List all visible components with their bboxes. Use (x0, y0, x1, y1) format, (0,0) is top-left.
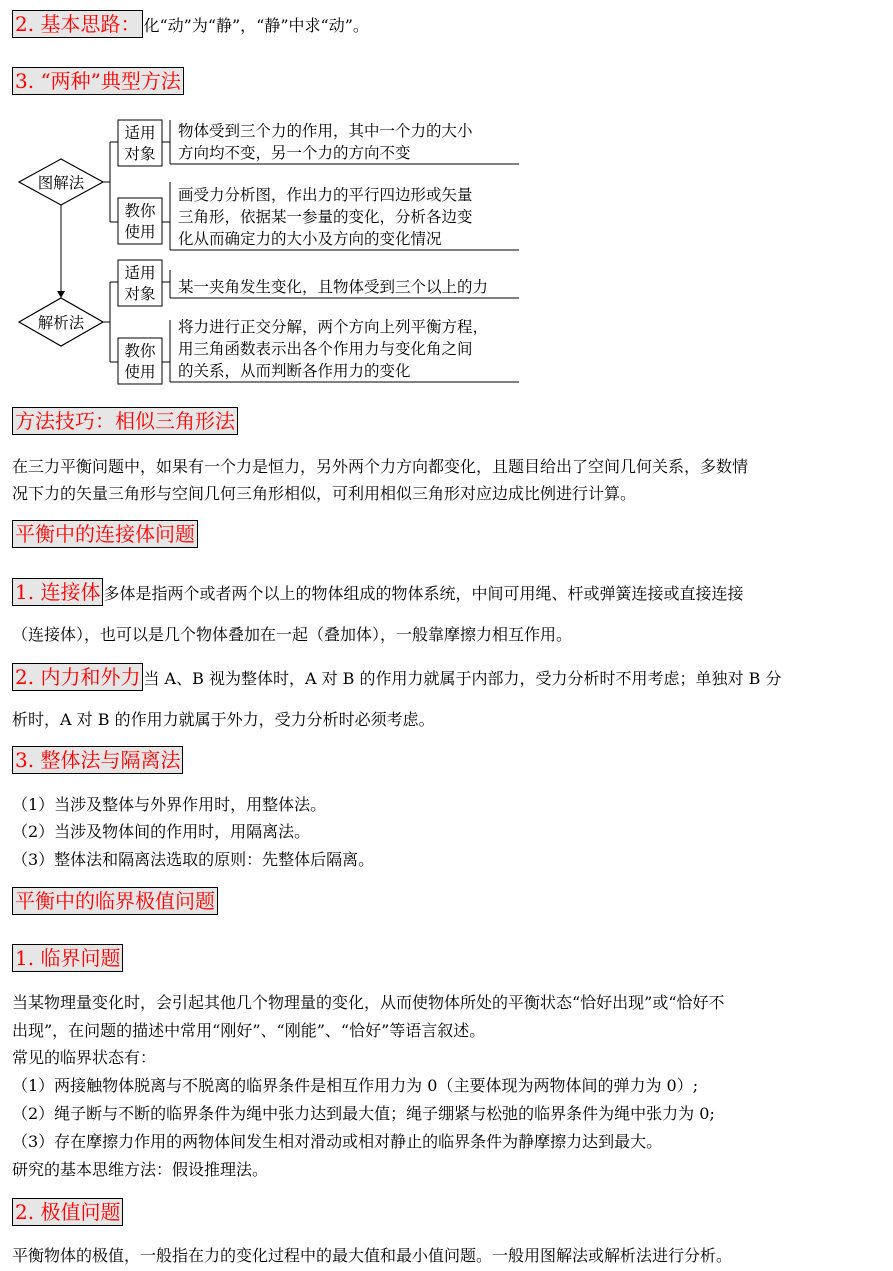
applicable-label-bottom: 适用 (124, 264, 156, 282)
connected-p1-line1: 多体是指两个或者两个以上的物体组成的物体系统，中间可用绳、杆或弹簧连接或直接连接 (103, 584, 744, 603)
connected-p2-line2: 析时，A 对 B 的作用力就属于外力，受力分析时必须考虑。 (12, 710, 435, 729)
graphic-use-line1: 画受力分析图，作出力的平行四边形或矢量 (178, 186, 473, 204)
graphic-apply-line1: 物体受到三个力的作用，其中一个力的大小 (178, 122, 473, 140)
teach-label-top: 教你 (124, 202, 156, 220)
analytic-method-label: 解析法 (37, 314, 85, 332)
tips-line-1: 在三力平衡问题中，如果有一个力是恒力，另外两个力方向都变化，且题目给出了空间几何关系，多数情 (12, 457, 749, 476)
extreme-heading: 2. 极值问题 (12, 1198, 123, 1226)
connected-p3-item-3: （3）整体法和隔离法选取的原则：先整体后隔离。 (12, 850, 375, 869)
teach-label-bottom: 教你 (124, 342, 156, 360)
graphic-use-line2: 三角形，依据某一参量的变化，分析各边变 (178, 208, 473, 226)
extreme-line: 平衡物体的极值，一般指在力的变化过程中的最大值和最小值问题。一般用图解法或解析法进行分析。 (12, 1246, 733, 1265)
graphic-apply-line2: 方向均不变，另一个力的方向不变 (178, 144, 411, 162)
tips-heading: 方法技巧：相似三角形法 (12, 407, 238, 435)
critical-line-2: 出现”，在问题的描述中常用“刚好”、“刚能”、“恰好”等语言叙述。 (12, 1021, 486, 1040)
critical-line-1: 当某物理量变化时，会引起其他几个物理量的变化，从而使物体所处的平衡状态“恰好出现”或“恰好不 (12, 993, 725, 1012)
critical-line-7: 研究的基本思维方法：假设推理法。 (12, 1160, 269, 1179)
use-label-top: 使用 (124, 223, 156, 241)
basic-idea-text: 化“动”为“静”，“静”中求“动”。 (143, 16, 369, 35)
connected-p3-item-2: （2）当涉及物体间的作用时，用隔离法。 (12, 822, 311, 841)
connected-p1-row (12, 578, 743, 606)
object-label-bottom: 对象 (124, 285, 156, 303)
analytic-apply-line1: 某一夹角发生变化，且物体受到三个以上的力 (178, 278, 489, 296)
basic-idea-row (12, 10, 369, 38)
connected-p2-line1: 当 A、B 视为整体时，A 对 B 的作用力就属于内部力，受力分析时不用考虑；单独对 B 分 (143, 669, 782, 688)
critical-line-4: （1）两接触物体脱离与不脱离的临界条件是相互作用力为 0（主要体现为两物体间的弹力为 0）; (12, 1076, 699, 1095)
graphic-use-line3: 化从而确定力的大小及方向的变化情况 (178, 230, 442, 248)
connected-p2-heading: 2. 内力和外力 (12, 663, 143, 691)
applicable-label-top: 适用 (124, 124, 156, 142)
object-label-top: 对象 (124, 145, 156, 163)
graphic-method-label: 图解法 (37, 174, 85, 192)
two-methods-heading: 3. “两种”典型方法 (12, 67, 184, 95)
analytic-use-line1: 将力进行正交分解，两个方向上列平衡方程， (178, 318, 489, 336)
use-label-bottom: 使用 (124, 363, 156, 381)
connected-p1-line2: （连接体），也可以是几个物体叠加在一起（叠加体），一般靠摩擦力相互作用。 (12, 625, 573, 644)
methods-diagram (14, 112, 524, 387)
tips-line-2: 况下力的矢量三角形与空间几何三角形相似，可利用相似三角形对应边成比例进行计算。 (12, 484, 637, 503)
connected-p2-row (12, 663, 781, 691)
critical-line-3: 常见的临界状态有： (12, 1048, 157, 1067)
basic-idea-heading: 2. 基本思路： (12, 10, 143, 38)
connected-body-heading: 平衡中的连接体问题 (12, 520, 198, 548)
connected-p1-heading: 1. 连接体 (12, 578, 103, 606)
connected-p3-heading: 3. 整体法与隔离法 (12, 746, 183, 774)
analytic-use-line3: 的关系，从而判断各作用力的变化 (178, 362, 411, 380)
critical-line-6: （3）存在摩擦力作用的两物体间发生相对滑动或相对静止的临界条件为静摩擦力达到最大。 (12, 1132, 663, 1151)
critical-p1-heading: 1. 临界问题 (12, 944, 123, 972)
connected-p3-item-1: （1）当涉及整体与外界作用时，用整体法。 (12, 795, 327, 814)
analytic-use-line2: 用三角函数表示出各个作用力与变化角之间 (178, 340, 473, 358)
critical-heading: 平衡中的临界极值问题 (12, 887, 218, 915)
critical-line-5: （2）绳子断与不断的临界条件为绳中张力达到最大值；绳子绷紧与松弛的临界条件为绳中张力为 0; (12, 1104, 715, 1123)
